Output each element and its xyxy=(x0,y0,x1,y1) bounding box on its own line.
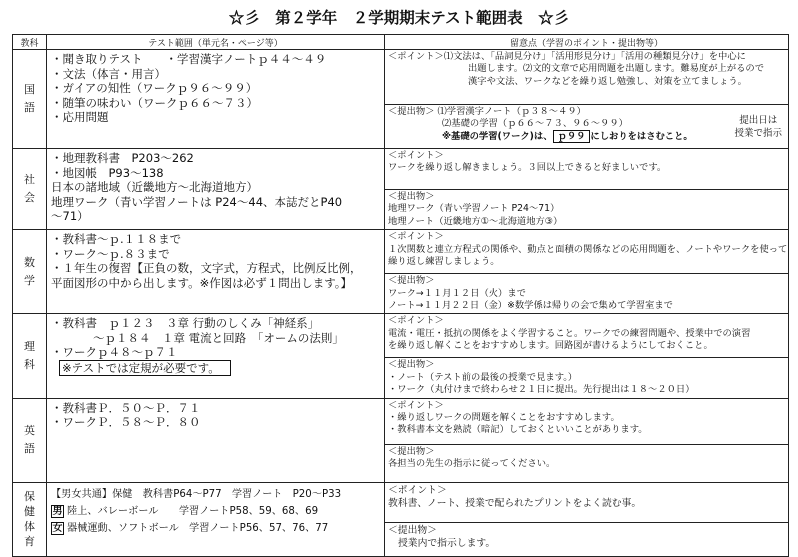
header-range: テスト範囲（単元名・ページ等） xyxy=(47,35,385,50)
test-range-table xyxy=(12,34,789,557)
submit-line: ⑴学習漢字ノート（ｐ３８～４９） xyxy=(437,106,586,117)
range-line: ・地理教科書 P203～262 xyxy=(51,151,194,165)
subject-rika xyxy=(13,314,47,398)
shakai-point xyxy=(385,149,789,190)
submit-line: ワーク→１１月１２日（火）まで xyxy=(388,287,526,299)
submit-head: ＜提出物＞ xyxy=(388,445,435,457)
range-line: ・地図帳 P93～138 xyxy=(51,165,164,180)
submit-line: 各担当の先生の指示に従ってください。 xyxy=(388,458,556,470)
point-line: を繰り返し解くことをおすすめします。回路図が書けるようにしておくこと。 xyxy=(388,340,713,352)
point-line: 出題します。⑵文的文章で応用問題を出題します。難易度が上がるので xyxy=(468,63,765,75)
header-row xyxy=(13,35,789,50)
page-marker: ｐ９９ xyxy=(553,130,591,143)
range-line: ・教科書Ｐ．５０～Ｐ．７１ xyxy=(51,400,201,415)
shakai-submit xyxy=(385,190,789,230)
range-line: 器械運動、ソフトボール 学習ノートP56、57、76、77 xyxy=(67,522,329,534)
point-line: ワークを繰り返し解きましょう。３回以上できると好ましいです。 xyxy=(388,162,667,174)
rika-row xyxy=(13,314,789,358)
rika-point xyxy=(385,314,789,358)
range-line: 地理ワーク（青い学習ノートは P24～44、本誌だとP40 xyxy=(51,194,343,209)
range-line: ・応用問題 xyxy=(51,110,109,124)
range-line: 平面図形の中から出します。※作図は必ず１問出します。】 xyxy=(51,275,353,290)
hoken-row xyxy=(13,482,789,522)
submit-line: ノート→１１月２２日（金）※数学係は帰りの会で集めて学習室まで xyxy=(388,300,673,312)
eigo-range xyxy=(47,398,385,482)
eigo-row xyxy=(13,398,789,444)
range-line: ・聞き取りテスト ・学習漢字ノートｐ４４～４９ xyxy=(51,52,327,66)
point-head: ＜ポイント＞ xyxy=(388,315,444,327)
rika-submit xyxy=(385,358,789,398)
point-head: ＜ポイント＞ xyxy=(388,231,444,243)
sugaku-range xyxy=(47,230,385,314)
point-line: 繰り返し練習しましょう。 xyxy=(388,256,500,268)
submit-head: ＜提出物＞ xyxy=(388,106,435,117)
sugaku-submit xyxy=(385,274,789,314)
hoken-range xyxy=(47,482,385,556)
range-line: ・文法（体言・用言） xyxy=(51,66,166,81)
shakai-range xyxy=(47,149,385,230)
point-line: ＜ポイント＞⑴文法は、「品詞見分け」「活用形見分け」「活用の種類見分け」を中心に xyxy=(388,51,746,62)
range-line: ・教科書 ｐ１２３ ３章 行動のしくみ「神経系」 xyxy=(51,316,320,331)
boy-mark: 男 xyxy=(52,505,63,517)
subject-label: 保 健 体 育 xyxy=(24,490,35,549)
point-line: 教科書、ノート、授業で配られたプリントをよく読む事。 xyxy=(388,497,642,509)
eigo-submit xyxy=(385,444,789,482)
range-line: ・ワーク～ｐ.８３まで xyxy=(51,246,170,261)
subject-label: 理 科 xyxy=(24,340,35,372)
submit-note-text: にしおりをはさむこと。 xyxy=(590,130,693,142)
subject-hoken xyxy=(13,482,47,556)
submit-line: ⑵基礎の学習（ｐ６６～７３、９６～９９） xyxy=(442,118,628,130)
subject-label: 社 会 xyxy=(24,173,35,205)
ruler-note: ※テストでは定規が必要です。 xyxy=(59,360,231,377)
due-line: 提出日は xyxy=(739,115,778,126)
range-common: 【男女共通】保健 教科書P64～P77 学習ノート P20～P33 xyxy=(51,488,342,500)
submit-line: 地理ワーク（青い学習ノート P24～71） xyxy=(388,203,560,215)
range-line: ～ｐ１８４ １章 電流と回路 「オームの法則」 xyxy=(93,330,344,345)
point-line: １次関数と連立方程式の関係や、動点と面積の関係などの応用問題を、ノートやワークを使って xyxy=(388,243,788,255)
girl-mark: 女 xyxy=(52,522,63,534)
submit-note-text: ※基礎の学習(ワーク)は、 xyxy=(442,130,553,142)
kokugo-point xyxy=(385,50,789,105)
subject-sugaku xyxy=(13,230,47,314)
shakai-row xyxy=(13,149,789,190)
point-head: ＜ポイント＞ xyxy=(388,484,447,496)
kokugo-range xyxy=(47,50,385,149)
due-note xyxy=(734,115,782,140)
range-line: 陸上、バレーボール 学習ノートP58、59、68、69 xyxy=(67,505,319,517)
point-line: 電流・電圧・抵抗の関係をよく学習すること。ワークでの練習問題や、授業中での演習 xyxy=(388,327,751,339)
kokugo-submit xyxy=(385,105,789,149)
submit-line: 地理ノート（近畿地方①～北海道地方③） xyxy=(388,215,563,227)
range-line: ・ワークＰ．５８～Ｐ．８０ xyxy=(51,415,201,430)
subject-label: 英 語 xyxy=(24,424,35,456)
header-subject: 教科 xyxy=(13,35,47,50)
range-line: ～71） xyxy=(51,209,89,223)
subject-shakai xyxy=(13,149,47,230)
range-line: 日本の諸地域（近畿地方～北海道地方） xyxy=(51,180,258,194)
point-head: ＜ポイント＞ xyxy=(388,399,444,411)
point-line: 漢字や文法、ワークなどを繰り返し勉強し、対策を立てましょう。 xyxy=(468,75,747,87)
page-title: ☆彡 第２学年 ２学期期末テスト範囲表 ☆彡 xyxy=(228,8,570,27)
range-line: ・１年生の復習【正負の数，文字式，方程式，比例反比例， xyxy=(51,261,362,276)
submit-head: ＜提出物＞ xyxy=(388,359,435,371)
eigo-point xyxy=(385,398,789,444)
subject-kokugo xyxy=(13,50,47,149)
submit-note xyxy=(388,131,785,143)
point-head: ＜ポイント＞ xyxy=(388,150,444,161)
submit-head: ＜提出物＞ xyxy=(388,275,435,287)
submit-line: ・ノート（テスト前の最後の授業で見ます。） xyxy=(388,371,578,383)
sugaku-point xyxy=(385,230,789,274)
range-line: ・ワークｐ４８～ｐ７１ xyxy=(51,345,178,360)
range-line: ・随筆の味わい（ワークｐ６６～７３） xyxy=(51,95,258,110)
subject-eigo xyxy=(13,398,47,482)
range-line: ・ガイアの知性（ワークｐ９６～９９） xyxy=(51,81,258,95)
submit-line: 授業内で指示します。 xyxy=(398,537,496,549)
subject-label: 数 学 xyxy=(24,255,35,287)
rika-range xyxy=(47,314,385,398)
range-line: ・教科書～ｐ.１１８まで xyxy=(51,232,182,247)
hoken-point xyxy=(385,482,789,522)
point-line: ・教科書本文を熟読（暗記）しておくといいことがあります。 xyxy=(388,424,648,436)
header-notes: 留意点（学習のポイント・提出物等） xyxy=(385,35,789,50)
due-line: 授業で指示 xyxy=(734,127,782,139)
kokugo-row xyxy=(13,50,789,105)
point-line: ・繰り返しワークの問題を解くことをおすすめします。 xyxy=(388,412,620,424)
submit-head: ＜提出物＞ xyxy=(388,524,437,536)
sugaku-row xyxy=(13,230,789,274)
submit-head: ＜提出物＞ xyxy=(388,191,435,202)
hoken-submit xyxy=(385,522,789,556)
subject-label: 国 語 xyxy=(24,83,35,114)
submit-line: ・ワーク（丸付けまで終わらせ２１日に提出。先行提出は１８～２０日） xyxy=(388,384,695,396)
